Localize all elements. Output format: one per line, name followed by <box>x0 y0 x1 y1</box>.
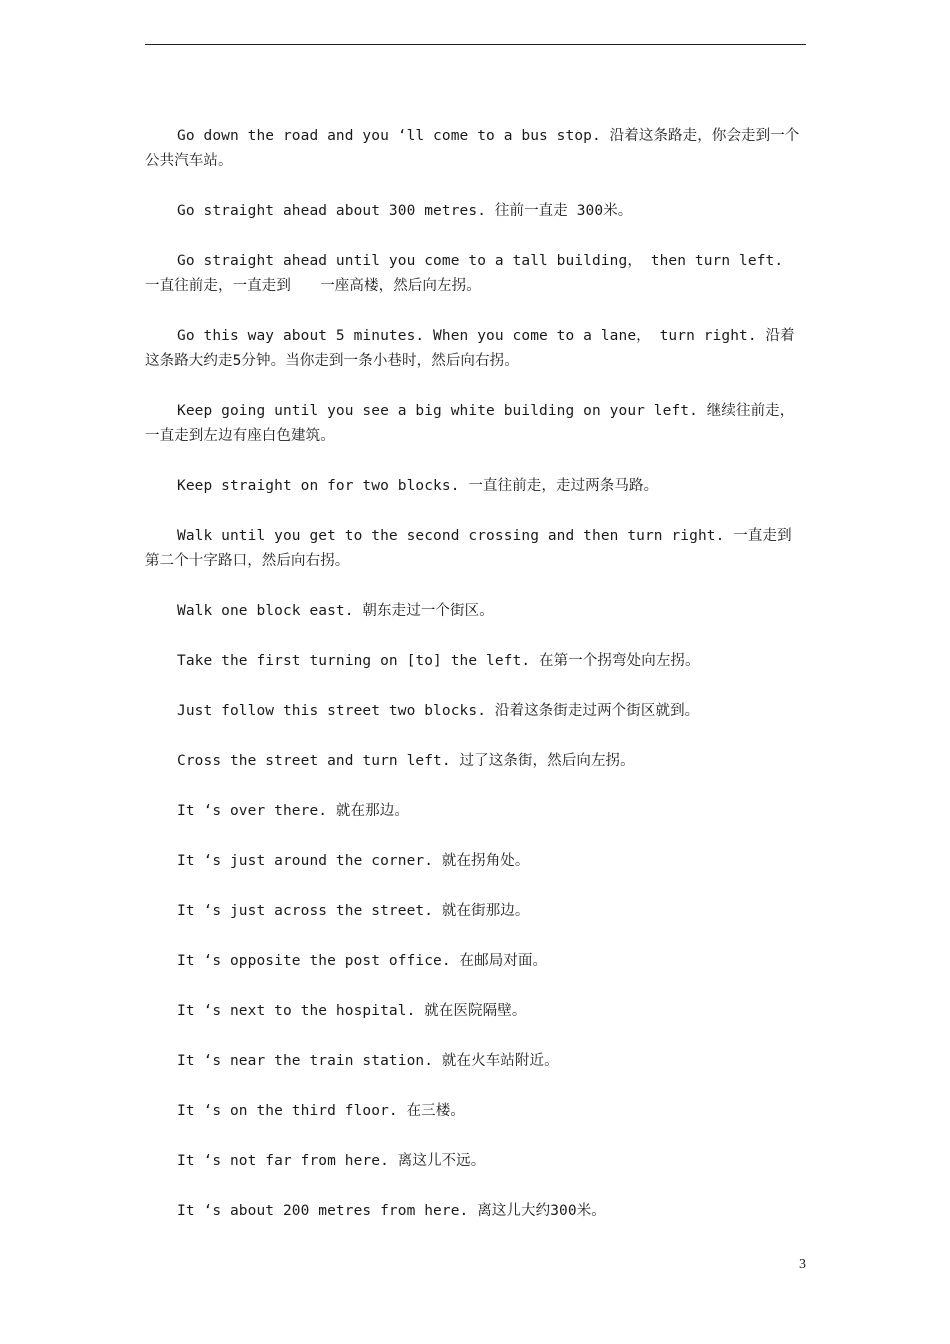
paragraph: Go straight ahead about 300 metres. 往前一直走 300米。 <box>177 203 633 219</box>
header-rule <box>145 44 806 45</box>
paragraph: It ‘s about 200 metres from here. 离这儿大约300米。 <box>177 1203 606 1219</box>
paragraph: It ‘s over there. 就在那边。 <box>177 803 409 819</box>
paragraph: Keep straight on for two blocks. 一直往前走，走过两条马路。 <box>177 478 659 494</box>
paragraph: It ‘s just around the corner. 就在拐角处。 <box>177 853 530 869</box>
paragraph: It ‘s next to the hospital. 就在医院隔壁。 <box>177 1003 527 1019</box>
paragraph: Walk until you get to the second crossing and then turn right. 一直走到第二个十字路口，然后向右拐。 <box>145 528 792 569</box>
paragraph: Walk one block east. 朝东走过一个街区。 <box>177 603 494 619</box>
paragraph: Go this way about 5 minutes. When you come to a lane， turn right. 沿着这条路大约走5分钟。当你走到一条小巷时，然后向右拐。 <box>145 328 795 369</box>
paragraph: Keep going until you see a big white building on your left. 继续往前走，一直走到左边有座白色建筑。 <box>145 403 795 444</box>
paragraph: Go straight ahead until you come to a tall building， then turn left. 一直往前走，一直走到 一座高楼，然后向左拐。 <box>145 253 784 294</box>
paragraph: It ‘s just across the street. 就在街那边。 <box>177 903 530 919</box>
paragraph: Take the first turning on [to] the left. 在第一个拐弯处向左拐。 <box>177 653 700 669</box>
paragraph: Go down the road and you ‘ll come to a bus stop. 沿着这条路走，你会走到一个公共汽车站。 <box>145 128 800 169</box>
document-body <box>145 124 806 1224</box>
paragraph: It ‘s opposite the post office. 在邮局对面。 <box>177 953 548 969</box>
paragraph: It ‘s not far from here. 离这儿不远。 <box>177 1153 486 1169</box>
paragraph: It ‘s on the third floor. 在三楼。 <box>177 1103 465 1119</box>
paragraph: It ‘s near the train station. 就在火车站附近。 <box>177 1053 559 1069</box>
paragraph: Just follow this street two blocks. 沿着这条街走过两个街区就到。 <box>177 703 700 719</box>
paragraph: Cross the street and turn left. 过了这条街，然后向左拐。 <box>177 753 635 769</box>
page-number: 3 <box>799 1257 806 1272</box>
